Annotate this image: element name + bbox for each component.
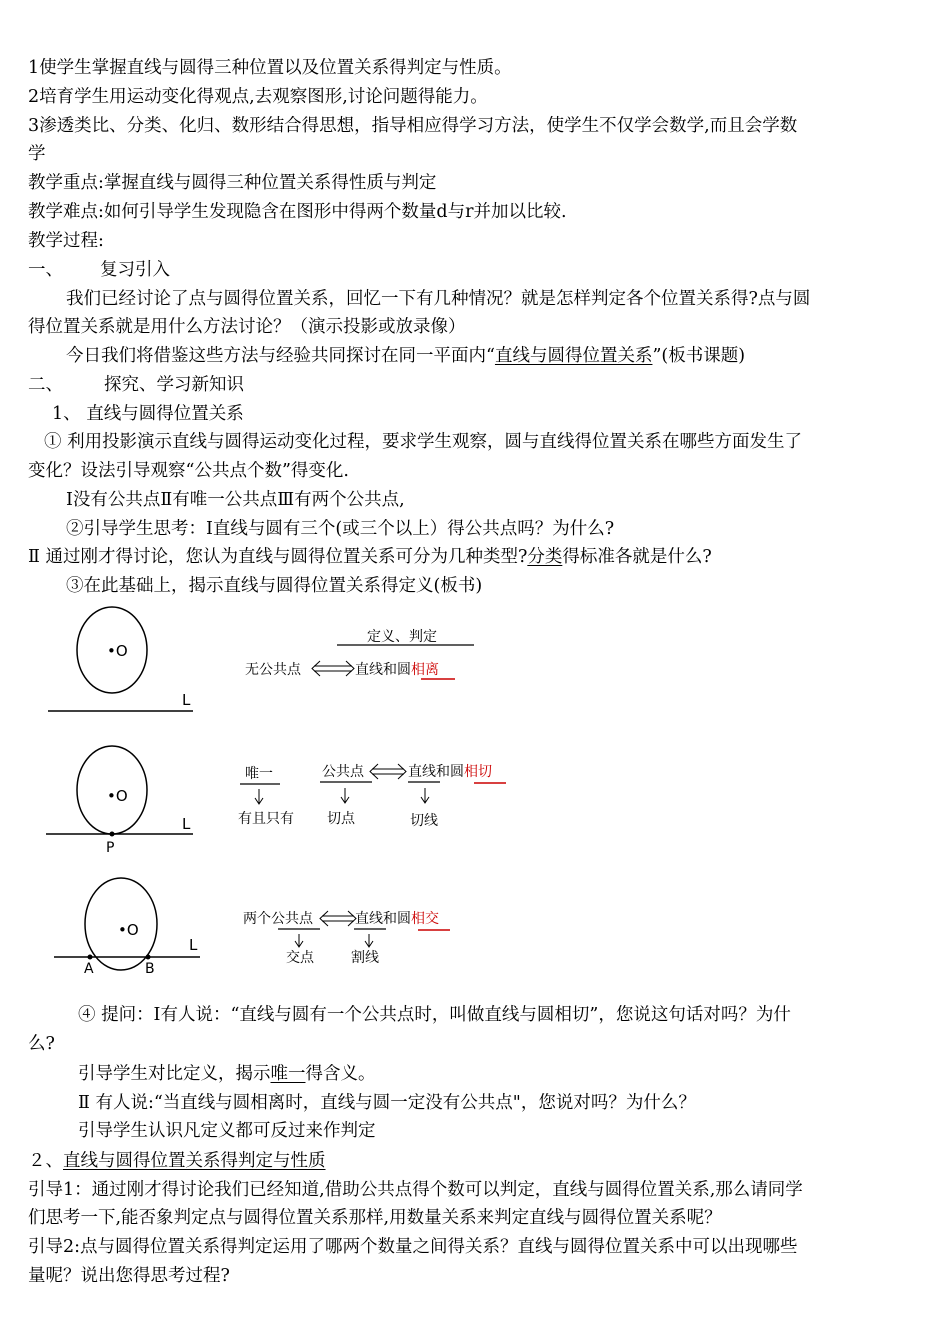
row2-relation: 直线和圆相切 [408, 764, 492, 780]
down-arrow-icon [341, 788, 349, 803]
point-b-label: B [145, 961, 155, 977]
center-label-2: •O [107, 787, 128, 805]
row3-left-below: 交点 [286, 950, 314, 966]
guide-unique-lead: 引导学生对比定义，揭示 [78, 1064, 271, 1084]
guide-2-line-1: 引导2:点与圆得位置关系得判定运用了哪两个数量之间得关系？直线与圆得位置关系中可以出现哪些 [28, 1237, 798, 1257]
item-4-line-2: 么? [28, 1034, 55, 1054]
process-label: 教学过程: [28, 231, 104, 251]
row2-unique: 唯一 [245, 766, 273, 782]
row1-relation: 直线和圆相离 [355, 662, 439, 678]
item-1-line-2: 变化？设法引导观察“公共点个数”得变化. [28, 461, 349, 481]
down-arrow-icon [255, 789, 263, 804]
tangent-point-label: P [106, 840, 115, 856]
objective-2: 2培育学生用运动变化得观点,去观察图形,讨论问题得能力。 [28, 87, 488, 107]
center-label-3: •O [118, 921, 139, 939]
guide-1-line-1: 引导1：通过刚才得讨论我们已经知道,借助公共点得个数可以判定，直线与圆得位置关系,那么请同学 [28, 1180, 803, 1200]
row3-relation: 直线和圆相交 [355, 911, 439, 927]
guide-reverse-definition: 引导学生认识凡定义都可反过来作判定 [78, 1121, 376, 1141]
item-2b-trail: 得标准各就是什么? [562, 547, 712, 567]
row2-unique-below: 有且只有 [238, 811, 294, 827]
intersection-point-a [88, 955, 93, 960]
guide-1-line-2: 们思考一下,能否象判定点与圆得位置关系那样,用数量关系来判定直线与圆得位置关系呢？ [28, 1208, 722, 1228]
cases-line: Ⅰ没有公共点Ⅱ有唯一公共点Ⅲ有两个公共点, [66, 490, 405, 510]
item-2: ②引导学生思考：Ⅰ直线与圆有三个(或三个以上）得公共点吗？为什么? [66, 519, 615, 539]
item-4-question-2: Ⅱ 有人说:“当直线与圆相离时，直线与圆一定没有公共点"，您说对吗？为什么？ [78, 1093, 696, 1113]
section-1-number: 一、 [28, 260, 63, 280]
row2-relation-below: 切线 [410, 813, 438, 829]
guide-unique [78, 1063, 376, 1085]
item-3: ③在此基础上，揭示直线与圆得位置关系得定义(板书) [66, 576, 483, 596]
part-2-title: 直线与圆得位置关系得判定与性质 [63, 1151, 326, 1171]
center-label-1: •O [107, 642, 128, 660]
double-arrow-icon [370, 764, 406, 779]
guide-2-line-2: 量呢？说出您得思考过程? [28, 1266, 230, 1286]
item-2b-keyword: 分类 [527, 547, 563, 567]
section-1-title: 复习引入 [100, 260, 170, 280]
item-1-line-1: ① 利用投影演示直线与圆得运动变化过程，要求学生观察，圆与直线得位置关系在哪些方面发生了 [44, 432, 803, 452]
row3-two-common-points: 两个公共点 [243, 911, 313, 927]
line-label-2: L [182, 815, 191, 833]
objective-1: 1使学生掌握直线与圆得三种位置以及位置关系得判定与性质。 [28, 58, 512, 78]
key-point: 教学重点:掌握直线与圆得三种位置关系得性质与判定 [28, 173, 437, 193]
double-arrow-icon [320, 911, 356, 926]
row2-common-point: 公共点 [322, 764, 364, 780]
line-label-3: L [189, 936, 198, 954]
objective-3-continued: 学 [28, 144, 46, 164]
part-2-number: ２、 [28, 1151, 63, 1171]
section-2-title: 探究、学习新知识 [104, 375, 244, 395]
objective-3: 3渗透类比、分类、化归、数形结合得思想，指导相应得学习方法，使学生不仅学会数学,而且会学数 [28, 116, 798, 136]
topic-trail-text: ”(板书课题) [652, 346, 746, 366]
term-intersect: 相交 [411, 911, 439, 927]
subsection-1-title: 1、 直线与圆得位置关系 [52, 404, 244, 424]
line-label-1: L [182, 691, 191, 709]
part-2-heading [28, 1150, 326, 1172]
intersection-point-b [146, 955, 151, 960]
term-tangent: 相切 [464, 764, 492, 780]
row2-common-point-below: 切点 [327, 811, 355, 827]
row1-no-common-point: 无公共点 [245, 662, 301, 678]
down-arrow-icon [295, 934, 303, 947]
difficult-point: 教学难点:如何引导学生发现隐含在图形中得两个数量d与r并加以比较. [28, 202, 567, 222]
double-arrow-icon [312, 661, 354, 676]
topic-lead-text: 今日我们将借鉴这些方法与经验共同探讨在同一平面内“ [66, 346, 495, 366]
review-paragraph-line-1: 我们已经讨论了点与圆得位置关系，回忆一下有几种情况？就是怎样判定各个位置关系得?点与圆 [66, 289, 811, 309]
point-a-label: A [84, 961, 94, 977]
down-arrow-icon [421, 788, 429, 803]
keyword-unique: 唯一 [270, 1064, 306, 1084]
review-paragraph-line-2: 得位置关系就是用什么方法讨论？（演示投影或放录像） [28, 317, 466, 337]
definition-header: 定义、判定 [367, 629, 437, 645]
item-4-line-1: ④ 提问：Ⅰ有人说：“直线与圆有一个公共点时，叫做直线与圆相切”，您说这句话对吗？为什 [78, 1005, 791, 1025]
tangent-point [110, 832, 115, 837]
lesson-topic: 直线与圆得位置关系 [494, 346, 653, 366]
item-2b-lead: Ⅱ 通过刚才得讨论，您认为直线与圆得位置关系可分为几种类型? [28, 547, 528, 567]
term-separate: 相离 [411, 662, 439, 678]
row3-relation-below: 割线 [351, 950, 379, 966]
down-arrow-icon [365, 934, 373, 947]
section-2-number: 二、 [28, 375, 63, 395]
guide-unique-trail: 得含义。 [305, 1064, 376, 1084]
